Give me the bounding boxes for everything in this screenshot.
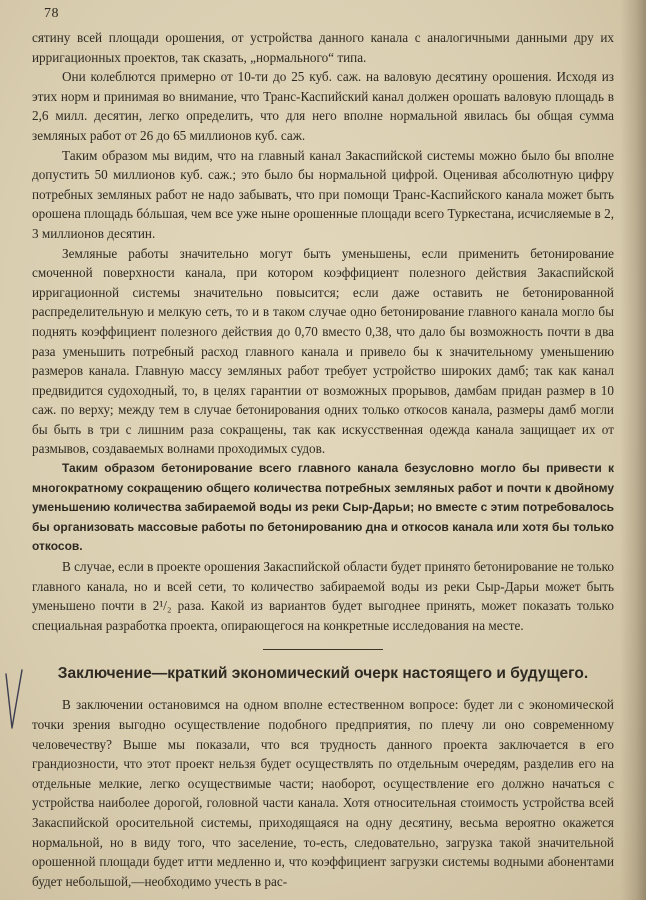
section-heading: Заключение—краткий экономический очерк настоящего и будущего. bbox=[57, 665, 589, 683]
underlined-question: по плечу ли оно современному человечеству? bbox=[32, 717, 614, 752]
page-spine-shadow bbox=[620, 0, 646, 900]
paragraph-main-canal: Таким образом мы видим, что на главный канал Закаспийской системы можно было бы вполне допустить 50 миллионов куб. саж.; это было бы нормальной цифрой. Оценивая абсолютную цифру потребных земляных работ не надо забывать, что при помощи Транс-Каспийского канала может быть орошена площадь бóльшая, чем все уже ныне орошенные площади всего Туркестана, исчисляемые в 2, 3 миллионов десятин. bbox=[32, 147, 614, 241]
paragraph-norms: Они колеблются примерно от 10-ти до 25 куб. саж. на валовую десятину орошения. Исходя из этих норм и принимая во внимание, что Транс-Каспийский канал должен орошать валовую площадь в 2,6 милл. десятин, легко определить, что для него вполне нормальной явилась бы общая сумма земляных работ от 26 до 65 миллионов куб. саж. bbox=[32, 69, 614, 143]
section-divider bbox=[263, 649, 383, 650]
paragraph-bold-summary: Таким образом бетонирование всего главного канала безусловно могло бы привести к многократному сокращению общего количества потребных земляных работ и почти к двойному уменьшению количества забираемой воды из реки Сыр-Дарьи; но вместе с этим потребовалось бы организовать массовые работы по бетонированию дна и откосов канала или хотя бы только откосов. bbox=[32, 461, 614, 554]
paragraph-concreting: Земляные работы значительно могут быть уменьшены, если применить бетонирование смоченной поверхности канала, при котором коэффициент полезного действия Закаспийской ирригационной системы значительно повысится; если даже оставить не бетонированной распределительную и мелкую сеть, то и в таком случае одно бетонирование главного канала могло бы поднять коэффициент полезного действия до 0,70 вместо 0,38, что дало бы возможность почти в два раза уменьшить потребный расход главного канала и привело бы к значительному уменьшению размеров канала. Главную массу земляных работ требует устройство широких дамб; так как канал предвидится судоходный, то, в целях гарантии от возможных прорывов, дамбам придан размер в 10 саж. по верху; между тем в случае бетонирования одних только откосов канала, размеры дамб могли бы быть в три с лишним раза сокращены, так как искусственная одежда канала защищает их от размывов, создаваемых волнами проходимых судов. bbox=[32, 245, 614, 457]
text-column bbox=[32, 28, 614, 891]
page-number: 78 bbox=[44, 6, 59, 21]
paragraph-variants: В случае, если в проекте орошения Закаспийской области будет принято бетонирование не только главного канала, но и всей сети, то количество забираемой воды из реки Сыр-Дарьи может быть уменьшено почти в 2¹/₂ раза. Какой из вариантов будет выгоднее принять, может показать только специальная разработка проекта, опирающегося на конкретные исследования на месте. bbox=[32, 559, 614, 633]
paragraph-conclusion bbox=[32, 695, 614, 891]
conclusion-text-rest: Выше мы показали, что вся трудность данного проекта заключается в его грандиозности, что этот проект нельзя будет осуществлять по отдельным очередям, разделив его на отдельные мелкие, легко осуществимые части; наоборот, осуществление его должно начаться с устройства наиболее дорогой, головной части канала. Хотя относительная стоимость устройства всей Закаспийской оросительной системы, приходящаяся на одну десятину, весьма вероятно окажется нормальной, но в виду того, что заселение, то-есть, следовательно, загрузка такой значительной орошенной площади будет итти медленно и, что коэффициент загрузки системы водными абонентами будет небольшой,—необходимо учесть в рас- bbox=[32, 736, 614, 889]
paragraph-continuation: сятину всей площади орошения, от устройства данного канала с аналогичными данными дру их ирригационных проектов, так сказать, „нормального“ типа. bbox=[32, 30, 614, 65]
conclusion-text-start: В заключении остановимся на одном вполне естественном вопросе: будет ли с экономической точки зрения выгодно осуществление подобного предприятия, bbox=[32, 697, 614, 732]
pencil-check-mark-icon bbox=[0, 668, 26, 738]
